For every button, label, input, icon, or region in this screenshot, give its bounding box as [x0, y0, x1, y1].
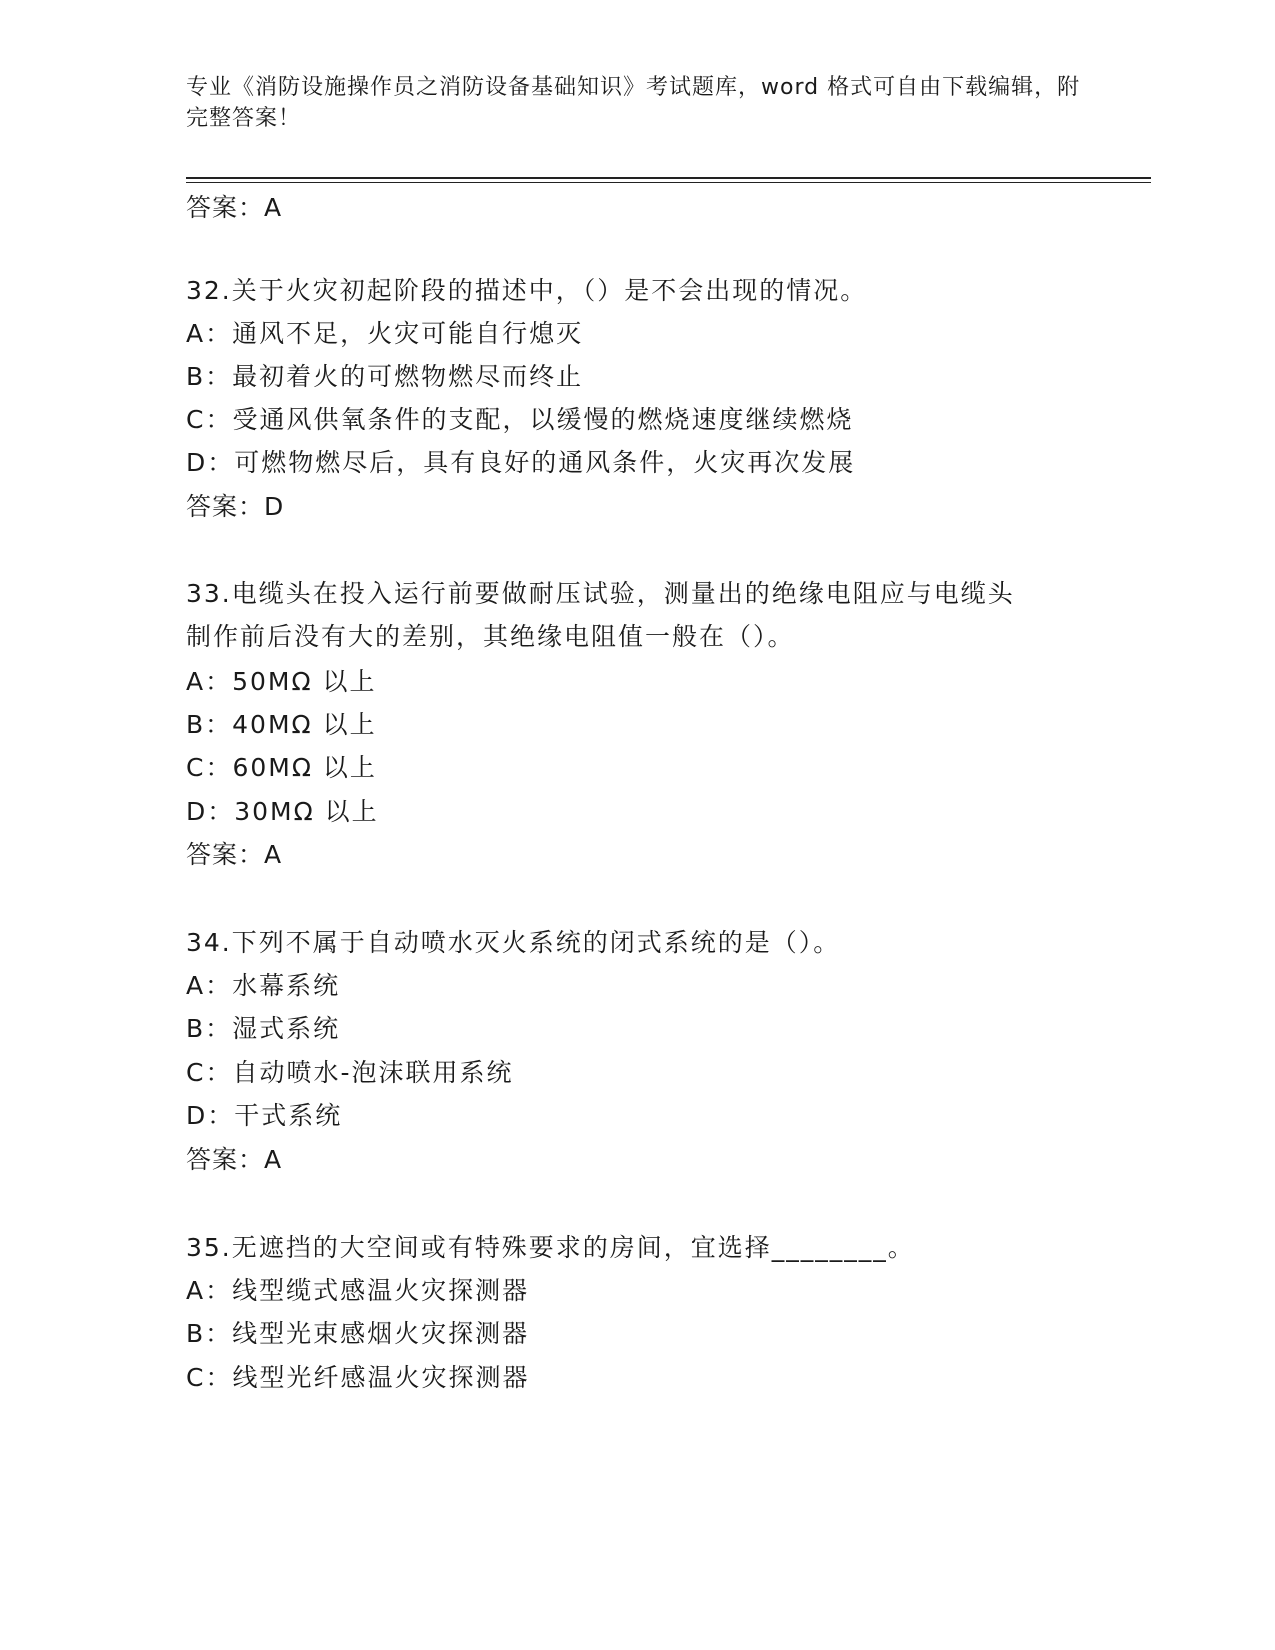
question-32-option-d: D：可燃物燃尽后，具有良好的通风条件，火灾再次发展 — [186, 448, 856, 477]
previous-answer: 答案：A — [186, 193, 283, 222]
question-35-option-c: C：线型光纤感温火灾探测器 — [186, 1363, 530, 1392]
question-35-option-a: A：线型缆式感温火灾探测器 — [186, 1276, 530, 1305]
question-33-option-d: D：30MΩ 以上 — [186, 797, 379, 826]
question-32-answer: 答案：D — [186, 492, 285, 521]
question-34-option-a: A：水幕系统 — [186, 971, 341, 1000]
question-34-option-b: B：湿式系统 — [186, 1014, 341, 1043]
question-34-stem: 34.下列不属于自动喷水灭火系统的闭式系统的是（）。 — [186, 928, 841, 957]
header-rule-thick — [186, 177, 1151, 179]
question-35-stem: 35.无遮挡的大空间或有特殊要求的房间，宜选择________。 — [186, 1233, 915, 1262]
question-33-answer: 答案：A — [186, 840, 283, 869]
question-34-option-c: C：自动喷水-泡沫联用系统 — [186, 1058, 514, 1087]
question-33-option-c: C：60MΩ 以上 — [186, 753, 377, 782]
question-33-stem-line2: 制作前后没有大的差别，其绝缘电阻值一般在（）。 — [186, 622, 795, 651]
question-33-option-a: A：50MΩ 以上 — [186, 667, 377, 696]
question-32-option-c: C：受通风供氧条件的支配，以缓慢的燃烧速度继续燃烧 — [186, 405, 854, 434]
question-32-option-b: B：最初着火的可燃物燃尽而终止 — [186, 362, 584, 391]
question-33-stem-line1: 33.电缆头在投入运行前要做耐压试验，测量出的绝缘电阻应与电缆头 — [186, 579, 1015, 608]
question-32-stem: 32.关于火灾初起阶段的描述中，（）是不会出现的情况。 — [186, 276, 868, 305]
question-34-answer: 答案：A — [186, 1145, 283, 1174]
page-header: 专业《消防设施操作员之消防设备基础知识》考试题库，word 格式可自由下载编辑，附完整答案！ — [186, 75, 1081, 131]
header-rule-thin — [186, 182, 1151, 183]
question-35-option-b: B：线型光束感烟火灾探测器 — [186, 1319, 530, 1348]
question-32-option-a: A：通风不足，火灾可能自行熄灭 — [186, 319, 584, 348]
question-33-option-b: B：40MΩ 以上 — [186, 710, 377, 739]
question-34-option-d: D：干式系统 — [186, 1101, 343, 1130]
